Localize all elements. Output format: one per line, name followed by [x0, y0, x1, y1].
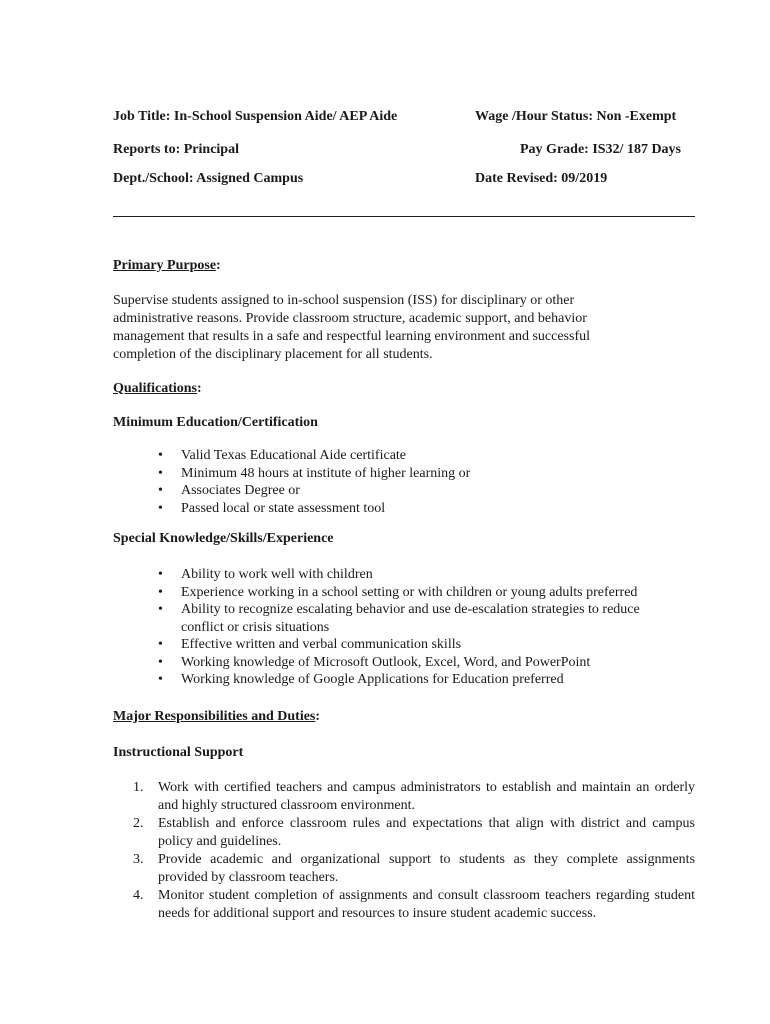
responsibilities-colon: :	[315, 709, 321, 724]
primary-purpose-colon: :	[216, 258, 221, 273]
wage-status: Wage /Hour Status: Non -Exempt	[475, 109, 677, 124]
dept-school: Dept./School: Assigned Campus	[113, 171, 304, 186]
list-number: 4.	[133, 888, 144, 903]
bullet-icon: •	[158, 483, 163, 498]
responsibilities-heading-text: Major Responsibilities and Duties	[113, 709, 316, 724]
list-number: 1.	[133, 780, 144, 795]
bullet-icon: •	[158, 654, 163, 670]
special-knowledge-heading: Special Knowledge/Skills/Experience	[113, 531, 334, 546]
list-item	[158, 566, 698, 584]
bullet-icon: •	[158, 567, 163, 582]
list-item-text: Ability to recognize escalating behavior and use de-escalation strategies to reduce conflict or crisis situations	[181, 602, 640, 635]
list-item	[158, 671, 698, 689]
bullet-icon: •	[158, 448, 163, 463]
bullet-icon: •	[158, 602, 163, 617]
list-item	[158, 584, 698, 602]
job-title: Job Title: In-School Suspension Aide/ AEP Aide	[113, 109, 398, 124]
primary-purpose-heading-text: Primary Purpose	[113, 258, 217, 273]
primary-purpose-text: Supervise students assigned to in-school suspension (ISS) for disciplinary or other administrative reasons. Provide classroom structure, academic support, and behavior management that results in a safe and respectful learning environment and successful completion of the disciplinary placement for all students.	[113, 293, 590, 362]
list-item	[133, 815, 695, 851]
list-item-text: Effective written and verbal communication skills	[181, 637, 462, 652]
list-item-text: Establish and enforce classroom rules and expectations that align with district and campus policy and guidelines.	[158, 816, 695, 849]
instructional-support-heading: Instructional Support	[113, 745, 244, 760]
min-education-heading: Minimum Education/Certification	[113, 415, 318, 430]
list-number: 3.	[133, 852, 144, 867]
list-item	[133, 887, 695, 923]
qualifications-heading	[113, 380, 695, 398]
min-education-list	[158, 447, 698, 517]
list-item-text: Work with certified teachers and campus administrators to establish and maintain an orderly and highly structured classroom environment.	[158, 780, 695, 813]
header-divider	[113, 216, 695, 217]
bullet-icon: •	[158, 500, 163, 516]
responsibilities-heading	[113, 708, 695, 726]
qualifications-colon: :	[197, 381, 202, 396]
bullet-icon: •	[158, 465, 163, 481]
special-knowledge-list	[158, 566, 698, 689]
reports-to: Reports to: Principal	[113, 142, 239, 157]
document-page	[113, 0, 695, 1024]
list-item	[133, 779, 695, 815]
bullet-icon: •	[158, 672, 163, 687]
list-item-text: Working knowledge of Google Applications for Education preferred	[181, 672, 564, 687]
list-item	[133, 851, 695, 887]
list-item-text: Monitor student completion of assignments and consult classroom teachers regarding student needs for additional support and resources to insure student academic success.	[158, 888, 695, 921]
pay-grade: Pay Grade: IS32/ 187 Days	[520, 142, 681, 157]
list-item	[158, 447, 698, 465]
qualifications-heading-text: Qualifications	[113, 381, 198, 396]
list-item-text: Minimum 48 hours at institute of higher learning or	[181, 465, 471, 481]
list-item-text: Experience working in a school setting or with children or young adults preferred	[181, 584, 638, 600]
list-item	[158, 601, 698, 636]
list-item	[158, 654, 698, 672]
primary-purpose-heading	[113, 257, 695, 275]
list-item-text: Associates Degree or	[181, 483, 300, 498]
instructional-support-list	[133, 779, 695, 923]
bullet-icon: •	[158, 637, 163, 652]
list-item-text: Working knowledge of Microsoft Outlook, Excel, Word, and PowerPoint	[181, 654, 591, 670]
list-item-text: Passed local or state assessment tool	[181, 500, 386, 516]
list-number: 2.	[133, 816, 144, 831]
bullet-icon: •	[158, 584, 163, 600]
list-item-text: Valid Texas Educational Aide certificate	[181, 448, 407, 463]
list-item	[158, 500, 698, 518]
list-item-text: Provide academic and organizational support to students as they complete assignments provided by classroom teachers.	[158, 852, 695, 885]
list-item	[158, 482, 698, 500]
list-item	[158, 465, 698, 483]
list-item-text: Ability to work well with children	[181, 567, 373, 582]
list-item	[158, 636, 698, 654]
date-revised: Date Revised: 09/2019	[475, 171, 608, 186]
